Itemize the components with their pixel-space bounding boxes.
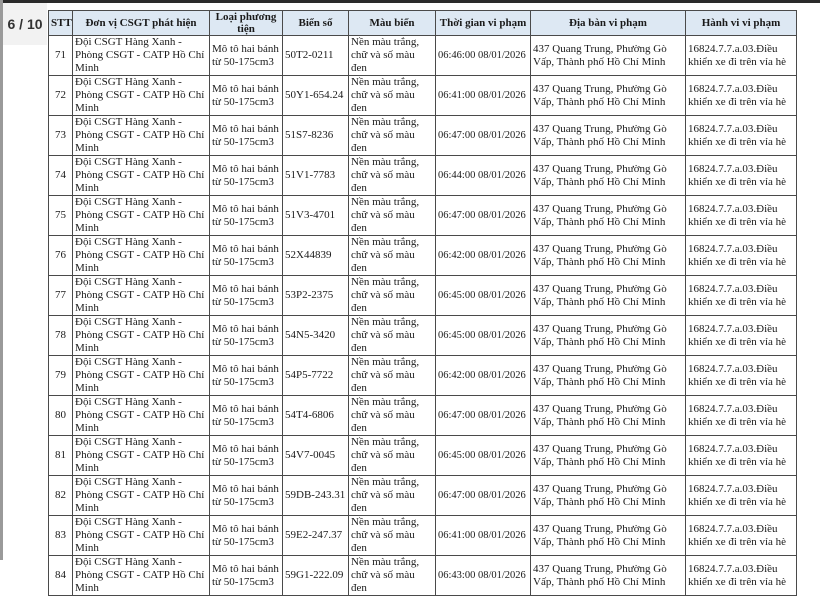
cell-plate-color: Nền màu trắng, chữ và số màu đen — [349, 476, 436, 516]
cell-time: 06:47:00 08/01/2026 — [436, 116, 531, 156]
table-row — [49, 156, 797, 196]
table-row — [49, 276, 797, 316]
table-row — [49, 436, 797, 476]
cell-violation: 16824.7.7.a.03.Điều khiển xe đi trên vỉa hè — [686, 396, 797, 436]
cell-plate: 54P5-7722 — [283, 356, 349, 396]
cell-vehicle: Mô tô hai bánh từ 50-175cm3 — [210, 276, 283, 316]
cell-stt: 79 — [49, 356, 73, 396]
cell-location: 437 Quang Trung, Phường Gò Vấp, Thành phố Hồ Chí Minh — [531, 516, 686, 556]
cell-plate-color: Nền màu trắng, chữ và số màu đen — [349, 76, 436, 116]
cell-location: 437 Quang Trung, Phường Gò Vấp, Thành phố Hồ Chí Minh — [531, 356, 686, 396]
cell-plate-color: Nền màu trắng, chữ và số màu đen — [349, 196, 436, 236]
cell-unit: Đội CSGT Hàng Xanh - Phòng CSGT - CATP Hồ Chí Minh — [73, 36, 210, 76]
cell-stt: 80 — [49, 396, 73, 436]
header-time: Thời gian vi phạm — [436, 11, 531, 36]
page-indicator: 6 / 10 — [3, 3, 47, 45]
top-border — [0, 0, 820, 3]
cell-plate: 54V7-0045 — [283, 436, 349, 476]
cell-time: 06:42:00 08/01/2026 — [436, 356, 531, 396]
cell-vehicle: Mô tô hai bánh từ 50-175cm3 — [210, 436, 283, 476]
cell-plate-color: Nền màu trắng, chữ và số màu đen — [349, 36, 436, 76]
cell-unit: Đội CSGT Hàng Xanh - Phòng CSGT - CATP Hồ Chí Minh — [73, 436, 210, 476]
cell-location: 437 Quang Trung, Phường Gò Vấp, Thành phố Hồ Chí Minh — [531, 396, 686, 436]
cell-violation: 16824.7.7.a.03.Điều khiển xe đi trên vỉa hè — [686, 516, 797, 556]
table-row — [49, 36, 797, 76]
cell-location: 437 Quang Trung, Phường Gò Vấp, Thành phố Hồ Chí Minh — [531, 276, 686, 316]
cell-unit: Đội CSGT Hàng Xanh - Phòng CSGT - CATP Hồ Chí Minh — [73, 76, 210, 116]
table-row — [49, 316, 797, 356]
cell-unit: Đội CSGT Hàng Xanh - Phòng CSGT - CATP Hồ Chí Minh — [73, 116, 210, 156]
cell-stt: 73 — [49, 116, 73, 156]
header-unit: Đơn vị CSGT phát hiện — [73, 11, 210, 36]
cell-time: 06:47:00 08/01/2026 — [436, 476, 531, 516]
table-row — [49, 556, 797, 596]
cell-vehicle: Mô tô hai bánh từ 50-175cm3 — [210, 236, 283, 276]
cell-vehicle: Mô tô hai bánh từ 50-175cm3 — [210, 156, 283, 196]
cell-plate-color: Nền màu trắng, chữ và số màu đen — [349, 276, 436, 316]
cell-stt: 72 — [49, 76, 73, 116]
cell-plate-color: Nền màu trắng, chữ và số màu đen — [349, 356, 436, 396]
cell-plate-color: Nền màu trắng, chữ và số màu đen — [349, 516, 436, 556]
cell-location: 437 Quang Trung, Phường Gò Vấp, Thành phố Hồ Chí Minh — [531, 476, 686, 516]
cell-plate-color: Nền màu trắng, chữ và số màu đen — [349, 556, 436, 596]
cell-stt: 74 — [49, 156, 73, 196]
table-row — [49, 116, 797, 156]
cell-time: 06:45:00 08/01/2026 — [436, 316, 531, 356]
cell-violation: 16824.7.7.a.03.Điều khiển xe đi trên vỉa hè — [686, 76, 797, 116]
cell-plate: 53P2-2375 — [283, 276, 349, 316]
cell-plate: 50T2-0211 — [283, 36, 349, 76]
cell-stt: 76 — [49, 236, 73, 276]
cell-location: 437 Quang Trung, Phường Gò Vấp, Thành phố Hồ Chí Minh — [531, 196, 686, 236]
cell-stt: 75 — [49, 196, 73, 236]
cell-violation: 16824.7.7.a.03.Điều khiển xe đi trên vỉa hè — [686, 156, 797, 196]
cell-unit: Đội CSGT Hàng Xanh - Phòng CSGT - CATP Hồ Chí Minh — [73, 556, 210, 596]
cell-location: 437 Quang Trung, Phường Gò Vấp, Thành phố Hồ Chí Minh — [531, 76, 686, 116]
cell-time: 06:47:00 08/01/2026 — [436, 196, 531, 236]
cell-time: 06:44:00 08/01/2026 — [436, 156, 531, 196]
cell-plate: 54T4-6806 — [283, 396, 349, 436]
cell-violation: 16824.7.7.a.03.Điều khiển xe đi trên vỉa hè — [686, 276, 797, 316]
left-border — [0, 0, 3, 560]
cell-stt: 71 — [49, 36, 73, 76]
cell-time: 06:41:00 08/01/2026 — [436, 76, 531, 116]
cell-plate: 51V3-4701 — [283, 196, 349, 236]
table-row — [49, 516, 797, 556]
table-row — [49, 356, 797, 396]
cell-unit: Đội CSGT Hàng Xanh - Phòng CSGT - CATP Hồ Chí Minh — [73, 276, 210, 316]
cell-plate: 50Y1-654.24 — [283, 76, 349, 116]
cell-vehicle: Mô tô hai bánh từ 50-175cm3 — [210, 396, 283, 436]
cell-vehicle: Mô tô hai bánh từ 50-175cm3 — [210, 516, 283, 556]
cell-violation: 16824.7.7.a.03.Điều khiển xe đi trên vỉa hè — [686, 476, 797, 516]
cell-plate: 59G1-222.09 — [283, 556, 349, 596]
header-plate-color: Màu biển — [349, 11, 436, 36]
cell-plate-color: Nền màu trắng, chữ và số màu đen — [349, 156, 436, 196]
cell-unit: Đội CSGT Hàng Xanh - Phòng CSGT - CATP Hồ Chí Minh — [73, 316, 210, 356]
cell-plate-color: Nền màu trắng, chữ và số màu đen — [349, 396, 436, 436]
cell-unit: Đội CSGT Hàng Xanh - Phòng CSGT - CATP Hồ Chí Minh — [73, 476, 210, 516]
table-row — [49, 476, 797, 516]
cell-vehicle: Mô tô hai bánh từ 50-175cm3 — [210, 556, 283, 596]
header-stt: STT — [49, 11, 73, 36]
cell-plate-color: Nền màu trắng, chữ và số màu đen — [349, 236, 436, 276]
cell-stt: 84 — [49, 556, 73, 596]
cell-violation: 16824.7.7.a.03.Điều khiển xe đi trên vỉa hè — [686, 436, 797, 476]
cell-stt: 82 — [49, 476, 73, 516]
cell-unit: Đội CSGT Hàng Xanh - Phòng CSGT - CATP Hồ Chí Minh — [73, 356, 210, 396]
cell-unit: Đội CSGT Hàng Xanh - Phòng CSGT - CATP Hồ Chí Minh — [73, 396, 210, 436]
cell-time: 06:46:00 08/01/2026 — [436, 36, 531, 76]
header-location: Địa bàn vi phạm — [531, 11, 686, 36]
cell-stt: 78 — [49, 316, 73, 356]
cell-time: 06:45:00 08/01/2026 — [436, 436, 531, 476]
cell-vehicle: Mô tô hai bánh từ 50-175cm3 — [210, 36, 283, 76]
cell-unit: Đội CSGT Hàng Xanh - Phòng CSGT - CATP Hồ Chí Minh — [73, 196, 210, 236]
violations-table — [48, 10, 797, 596]
cell-plate: 52X44839 — [283, 236, 349, 276]
cell-unit: Đội CSGT Hàng Xanh - Phòng CSGT - CATP Hồ Chí Minh — [73, 516, 210, 556]
cell-violation: 16824.7.7.a.03.Điều khiển xe đi trên vỉa hè — [686, 356, 797, 396]
cell-vehicle: Mô tô hai bánh từ 50-175cm3 — [210, 196, 283, 236]
cell-plate: 59DB-243.31 — [283, 476, 349, 516]
cell-location: 437 Quang Trung, Phường Gò Vấp, Thành phố Hồ Chí Minh — [531, 116, 686, 156]
cell-violation: 16824.7.7.a.03.Điều khiển xe đi trên vỉa hè — [686, 116, 797, 156]
cell-vehicle: Mô tô hai bánh từ 50-175cm3 — [210, 476, 283, 516]
cell-stt: 77 — [49, 276, 73, 316]
table-row — [49, 236, 797, 276]
cell-stt: 83 — [49, 516, 73, 556]
table-row — [49, 396, 797, 436]
table-row — [49, 76, 797, 116]
cell-violation: 16824.7.7.a.03.Điều khiển xe đi trên vỉa hè — [686, 196, 797, 236]
cell-location: 437 Quang Trung, Phường Gò Vấp, Thành phố Hồ Chí Minh — [531, 316, 686, 356]
cell-time: 06:45:00 08/01/2026 — [436, 276, 531, 316]
cell-location: 437 Quang Trung, Phường Gò Vấp, Thành phố Hồ Chí Minh — [531, 156, 686, 196]
cell-plate: 59E2-247.37 — [283, 516, 349, 556]
table-row — [49, 196, 797, 236]
cell-location: 437 Quang Trung, Phường Gò Vấp, Thành phố Hồ Chí Minh — [531, 556, 686, 596]
table-header-row — [49, 11, 797, 36]
cell-plate-color: Nền màu trắng, chữ và số màu đen — [349, 116, 436, 156]
cell-plate: 51S7-8236 — [283, 116, 349, 156]
cell-unit: Đội CSGT Hàng Xanh - Phòng CSGT - CATP Hồ Chí Minh — [73, 236, 210, 276]
cell-time: 06:42:00 08/01/2026 — [436, 236, 531, 276]
cell-vehicle: Mô tô hai bánh từ 50-175cm3 — [210, 116, 283, 156]
cell-violation: 16824.7.7.a.03.Điều khiển xe đi trên vỉa hè — [686, 556, 797, 596]
cell-time: 06:41:00 08/01/2026 — [436, 516, 531, 556]
header-vehicle: Loại phương tiện — [210, 11, 283, 36]
cell-plate: 54N5-3420 — [283, 316, 349, 356]
cell-time: 06:47:00 08/01/2026 — [436, 396, 531, 436]
cell-unit: Đội CSGT Hàng Xanh - Phòng CSGT - CATP Hồ Chí Minh — [73, 156, 210, 196]
cell-plate-color: Nền màu trắng, chữ và số màu đen — [349, 436, 436, 476]
cell-stt: 81 — [49, 436, 73, 476]
cell-plate: 51V1-7783 — [283, 156, 349, 196]
cell-location: 437 Quang Trung, Phường Gò Vấp, Thành phố Hồ Chí Minh — [531, 36, 686, 76]
cell-violation: 16824.7.7.a.03.Điều khiển xe đi trên vỉa hè — [686, 36, 797, 76]
cell-location: 437 Quang Trung, Phường Gò Vấp, Thành phố Hồ Chí Minh — [531, 236, 686, 276]
cell-time: 06:43:00 08/01/2026 — [436, 556, 531, 596]
cell-vehicle: Mô tô hai bánh từ 50-175cm3 — [210, 356, 283, 396]
cell-plate-color: Nền màu trắng, chữ và số màu đen — [349, 316, 436, 356]
cell-vehicle: Mô tô hai bánh từ 50-175cm3 — [210, 316, 283, 356]
cell-vehicle: Mô tô hai bánh từ 50-175cm3 — [210, 76, 283, 116]
header-plate: Biển số — [283, 11, 349, 36]
cell-violation: 16824.7.7.a.03.Điều khiển xe đi trên vỉa hè — [686, 316, 797, 356]
cell-violation: 16824.7.7.a.03.Điều khiển xe đi trên vỉa hè — [686, 236, 797, 276]
header-violation: Hành vi vi phạm — [686, 11, 797, 36]
cell-location: 437 Quang Trung, Phường Gò Vấp, Thành phố Hồ Chí Minh — [531, 436, 686, 476]
